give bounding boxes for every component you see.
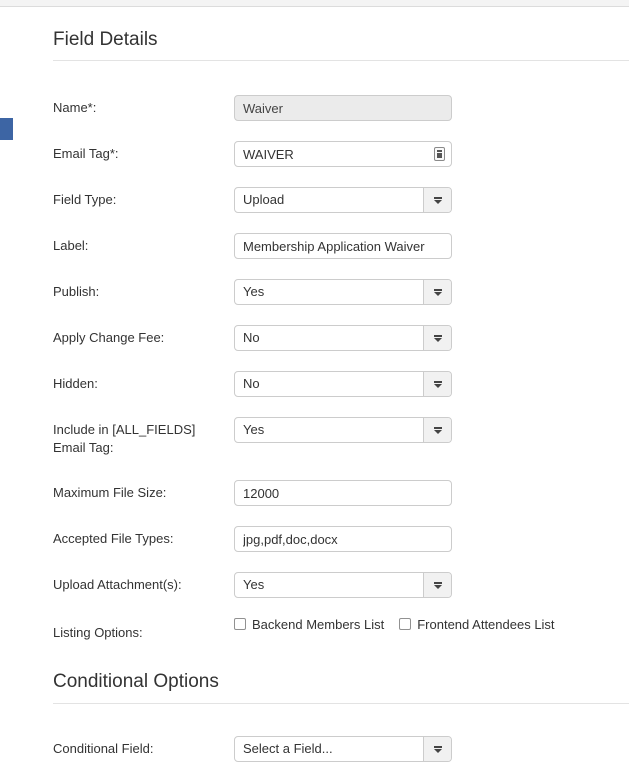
field-type-select-button[interactable] xyxy=(423,188,451,212)
upload-attachments-select-value: Yes xyxy=(243,577,265,592)
include-all-fields-label: Include in [ALL_FIELDS] Email Tag: xyxy=(53,422,196,455)
backend-members-list-option xyxy=(234,617,384,633)
chevron-down-icon xyxy=(434,289,442,291)
section-divider xyxy=(53,703,629,704)
accepted-file-types-row xyxy=(0,526,629,552)
frontend-attendees-list-label: Frontend Attendees List xyxy=(417,617,555,632)
publish-select[interactable] xyxy=(234,279,452,305)
autofill-contact-icon[interactable] xyxy=(434,147,445,161)
conditional-field-row xyxy=(0,736,629,762)
upload-attachments-select-button[interactable] xyxy=(423,573,451,597)
name-input[interactable] xyxy=(234,95,452,121)
maximum-file-size-label: Maximum File Size: xyxy=(53,485,167,500)
listing-options-row xyxy=(0,616,629,642)
field-type-select[interactable] xyxy=(234,187,452,213)
label-input[interactable] xyxy=(234,233,452,259)
frontend-attendees-list-option xyxy=(399,617,554,633)
hidden-select[interactable] xyxy=(234,371,452,397)
chevron-down-icon xyxy=(434,582,442,584)
hidden-select-value: No xyxy=(243,376,260,391)
apply-change-fee-select-value: No xyxy=(243,330,260,345)
conditional-field-select-button[interactable] xyxy=(423,737,451,761)
label-label: Label: xyxy=(53,238,89,253)
chevron-down-icon xyxy=(434,381,442,383)
hidden-select-button[interactable] xyxy=(423,372,451,396)
upload-attachments-row xyxy=(0,572,629,598)
frontend-attendees-list-checkbox[interactable] xyxy=(399,618,411,630)
accepted-file-types-label: Accepted File Types: xyxy=(53,531,174,546)
apply-change-fee-select[interactable] xyxy=(234,325,452,351)
email-tag-row xyxy=(0,141,629,167)
include-all-fields-row xyxy=(0,417,629,455)
chevron-down-icon xyxy=(434,197,442,199)
apply-change-fee-row xyxy=(0,325,629,351)
accepted-file-types-input[interactable] xyxy=(234,526,452,552)
conditional-field-label: Conditional Field: xyxy=(53,741,154,756)
publish-select-button[interactable] xyxy=(423,280,451,304)
name-label: Name*: xyxy=(53,100,97,115)
name-row xyxy=(0,95,629,121)
section-divider xyxy=(53,60,629,61)
conditional-field-select[interactable] xyxy=(234,736,452,762)
email-tag-label: Email Tag*: xyxy=(53,146,119,161)
include-all-fields-select-button[interactable] xyxy=(423,418,451,442)
maximum-file-size-row xyxy=(0,480,629,506)
listing-options-group xyxy=(234,617,555,633)
backend-members-list-checkbox[interactable] xyxy=(234,618,246,630)
upload-attachments-select[interactable] xyxy=(234,572,452,598)
upload-attachments-label: Upload Attachment(s): xyxy=(53,577,182,592)
maximum-file-size-input[interactable] xyxy=(234,480,452,506)
conditional-options-heading: Conditional Options xyxy=(53,671,219,692)
hidden-row xyxy=(0,371,629,397)
hidden-label: Hidden: xyxy=(53,376,98,391)
listing-options-label: Listing Options: xyxy=(53,625,143,640)
label-row xyxy=(0,233,629,259)
field-type-label: Field Type: xyxy=(53,192,117,207)
publish-label: Publish: xyxy=(53,284,100,299)
left-edge-blue-tab[interactable] xyxy=(0,118,13,140)
email-tag-input[interactable] xyxy=(234,141,452,167)
include-all-fields-select-value: Yes xyxy=(243,422,265,437)
field-type-select-value: Upload xyxy=(243,192,285,207)
field-type-row xyxy=(0,187,629,213)
field-details-heading: Field Details xyxy=(53,29,158,50)
include-all-fields-select[interactable] xyxy=(234,417,452,443)
chevron-down-icon xyxy=(434,427,442,429)
publish-select-value: Yes xyxy=(243,284,265,299)
conditional-field-select-value: Select a Field... xyxy=(243,741,333,756)
publish-row xyxy=(0,279,629,305)
apply-change-fee-label: Apply Change Fee: xyxy=(53,330,165,345)
chevron-down-icon xyxy=(434,335,442,337)
top-border-bar xyxy=(0,0,629,7)
apply-change-fee-select-button[interactable] xyxy=(423,326,451,350)
chevron-down-icon xyxy=(434,746,442,748)
backend-members-list-label: Backend Members List xyxy=(252,617,385,632)
